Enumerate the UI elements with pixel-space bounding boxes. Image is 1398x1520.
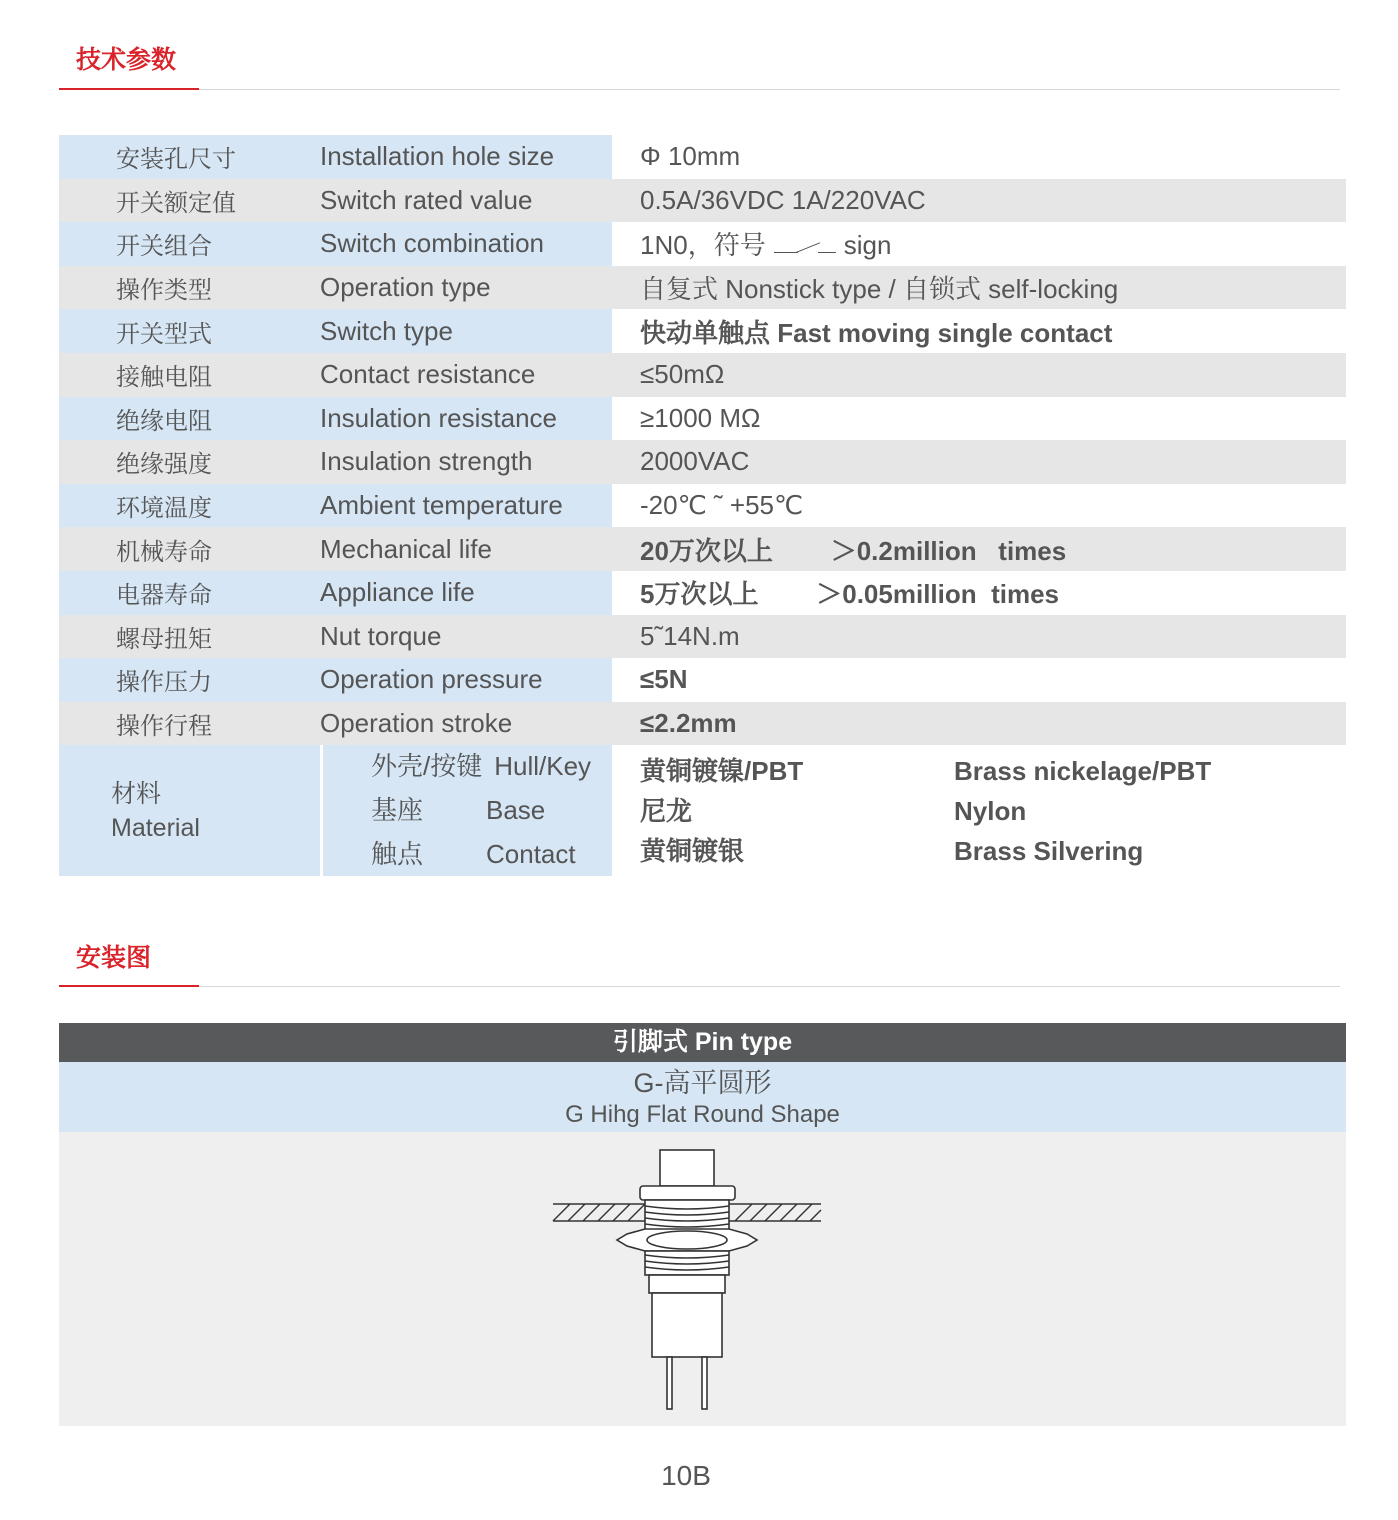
material-part	[320, 833, 612, 877]
spec-label-en: Switch type	[320, 309, 612, 353]
spec-row	[59, 135, 1346, 179]
spec-row	[59, 179, 1346, 223]
spec-value: 自复式 Nonstick type / 自锁式 self-locking	[612, 266, 1346, 310]
spec-row	[59, 484, 1346, 528]
material-label-cn: 材料	[111, 779, 162, 808]
spec-row	[59, 615, 1346, 659]
spec-value: ≥1000 MΩ	[612, 397, 1346, 441]
spec-label-en: Switch rated value	[320, 179, 612, 223]
spec-label-en: Operation type	[320, 266, 612, 310]
spec-label-cn: 开关组合	[59, 222, 320, 266]
section-title-tech: 技术参数	[76, 45, 177, 74]
material-value-en: Brass nickelage/PBT	[954, 755, 1212, 786]
material-value	[612, 751, 1346, 791]
material-value	[612, 791, 1346, 831]
spec-label-en: Installation hole size	[320, 135, 612, 179]
spec-value: 5˜14N.m	[612, 615, 1346, 659]
spec-label-cn: 安装孔尺寸	[59, 135, 320, 179]
spec-row	[59, 702, 1346, 746]
hex-nut	[617, 1229, 757, 1251]
spec-label-cn: 操作类型	[59, 266, 320, 310]
pin-shape-caption	[59, 1062, 1346, 1132]
material-label-cell	[59, 745, 320, 876]
spec-label-cn: 环境温度	[59, 484, 320, 528]
spec-label-en: Appliance life	[320, 571, 612, 615]
material-value-en: Brass Silvering	[954, 835, 1144, 866]
spec-row	[59, 222, 1346, 266]
spec-label-cn: 操作行程	[59, 702, 320, 746]
installation-drawing-area	[59, 1132, 1346, 1426]
spec-label-en: Insulation strength	[320, 440, 612, 484]
material-parts-cell	[320, 745, 612, 876]
spec-value: Φ 10mm	[612, 135, 1346, 179]
spec-row	[59, 266, 1346, 310]
material-part-cn: 基座	[371, 794, 424, 825]
material-part-en: Contact	[486, 838, 576, 869]
spec-label-cn: 接触电阻	[59, 353, 320, 397]
spec-row	[59, 658, 1346, 702]
material-part	[320, 745, 612, 789]
terminal-pin-left	[667, 1357, 672, 1409]
spec-label-cn: 机械寿命	[59, 527, 320, 571]
spec-value	[612, 222, 1346, 266]
model-code: 10B	[661, 1460, 711, 1491]
spec-value: 5万次以上 ＞0.05million times	[612, 571, 1346, 615]
material-value-cn: 黄铜镀银	[640, 835, 745, 866]
spec-value: 2000VAC	[612, 440, 1346, 484]
switch-installation-drawing	[59, 1132, 1346, 1426]
spec-value: 0.5A/36VDC 1A/220VAC	[612, 179, 1346, 223]
spec-label-cn: 绝缘电阻	[59, 397, 320, 441]
section-accent-bar	[59, 88, 199, 90]
switch-combination-sign: sign	[843, 230, 892, 261]
material-part-en: Hull/Key	[494, 751, 592, 782]
material-part-en: Base	[486, 794, 546, 825]
spec-row	[59, 527, 1346, 571]
spec-value: ≤5N	[612, 658, 1346, 702]
spec-row	[59, 397, 1346, 441]
section-accent-bar	[59, 985, 199, 987]
material-row	[59, 745, 1346, 876]
spec-value: ≤2.2mm	[612, 702, 1346, 746]
material-part-cn: 触点	[371, 838, 424, 869]
spec-row	[59, 440, 1346, 484]
spec-label-en: Nut torque	[320, 615, 612, 659]
pin-shape-cn: G-高平圆形	[633, 1068, 772, 1098]
spec-label-en: Switch combination	[320, 222, 612, 266]
spec-table	[59, 135, 1346, 876]
spec-value: 快动单触点 Fast moving single contact	[612, 309, 1346, 353]
switch-symbol-icon	[774, 241, 836, 255]
spec-label-cn: 螺母扭矩	[59, 615, 320, 659]
tech-params-header	[59, 0, 1340, 90]
spec-row	[59, 353, 1346, 397]
spec-label-cn: 电器寿命	[59, 571, 320, 615]
button-cap	[660, 1150, 714, 1186]
material-part-cn: 外壳/按键	[371, 751, 483, 782]
pin-shape-en: G Hihg Flat Round Shape	[565, 1101, 840, 1128]
material-value-cn: 尼龙	[640, 795, 693, 826]
spec-row	[59, 571, 1346, 615]
material-part	[320, 789, 612, 833]
section-title-install: 安装图	[76, 943, 152, 972]
material-values-cell	[612, 745, 1346, 876]
install-diagram-header	[59, 900, 1340, 990]
section-divider	[59, 986, 1340, 987]
spec-label-en: Mechanical life	[320, 527, 612, 571]
material-label-en: Material	[111, 813, 200, 842]
section-divider	[59, 89, 1340, 90]
terminal-pin-right	[702, 1357, 707, 1409]
switch-combination-text: 1N0，符号	[640, 230, 766, 261]
spec-label-cn: 开关型式	[59, 309, 320, 353]
material-value-cn: 黄铜镀镍/PBT	[640, 755, 804, 786]
pin-type-header: 引脚式 Pin type	[59, 1023, 1346, 1062]
switch-housing	[652, 1293, 722, 1357]
material-value-en: Nylon	[954, 795, 1027, 826]
spec-value: -20℃ ˜ +55℃	[612, 484, 1346, 528]
spec-label-cn: 绝缘强度	[59, 440, 320, 484]
spec-label-cn: 操作压力	[59, 658, 320, 702]
spec-label-cn: 开关额定值	[59, 179, 320, 223]
spec-label-en: Ambient temperature	[320, 484, 612, 528]
material-value	[612, 831, 1346, 871]
bezel-collar	[640, 1186, 735, 1200]
spec-label-en: Insulation resistance	[320, 397, 612, 441]
spec-label-en: Operation stroke	[320, 702, 612, 746]
spec-row	[59, 309, 1346, 353]
spec-label-en: Operation pressure	[320, 658, 612, 702]
spec-value: ≤50mΩ	[612, 353, 1346, 397]
spec-value: 20万次以上 ＞0.2million times	[612, 527, 1346, 571]
spec-label-en: Contact resistance	[320, 353, 612, 397]
body-base-ring	[649, 1275, 725, 1293]
